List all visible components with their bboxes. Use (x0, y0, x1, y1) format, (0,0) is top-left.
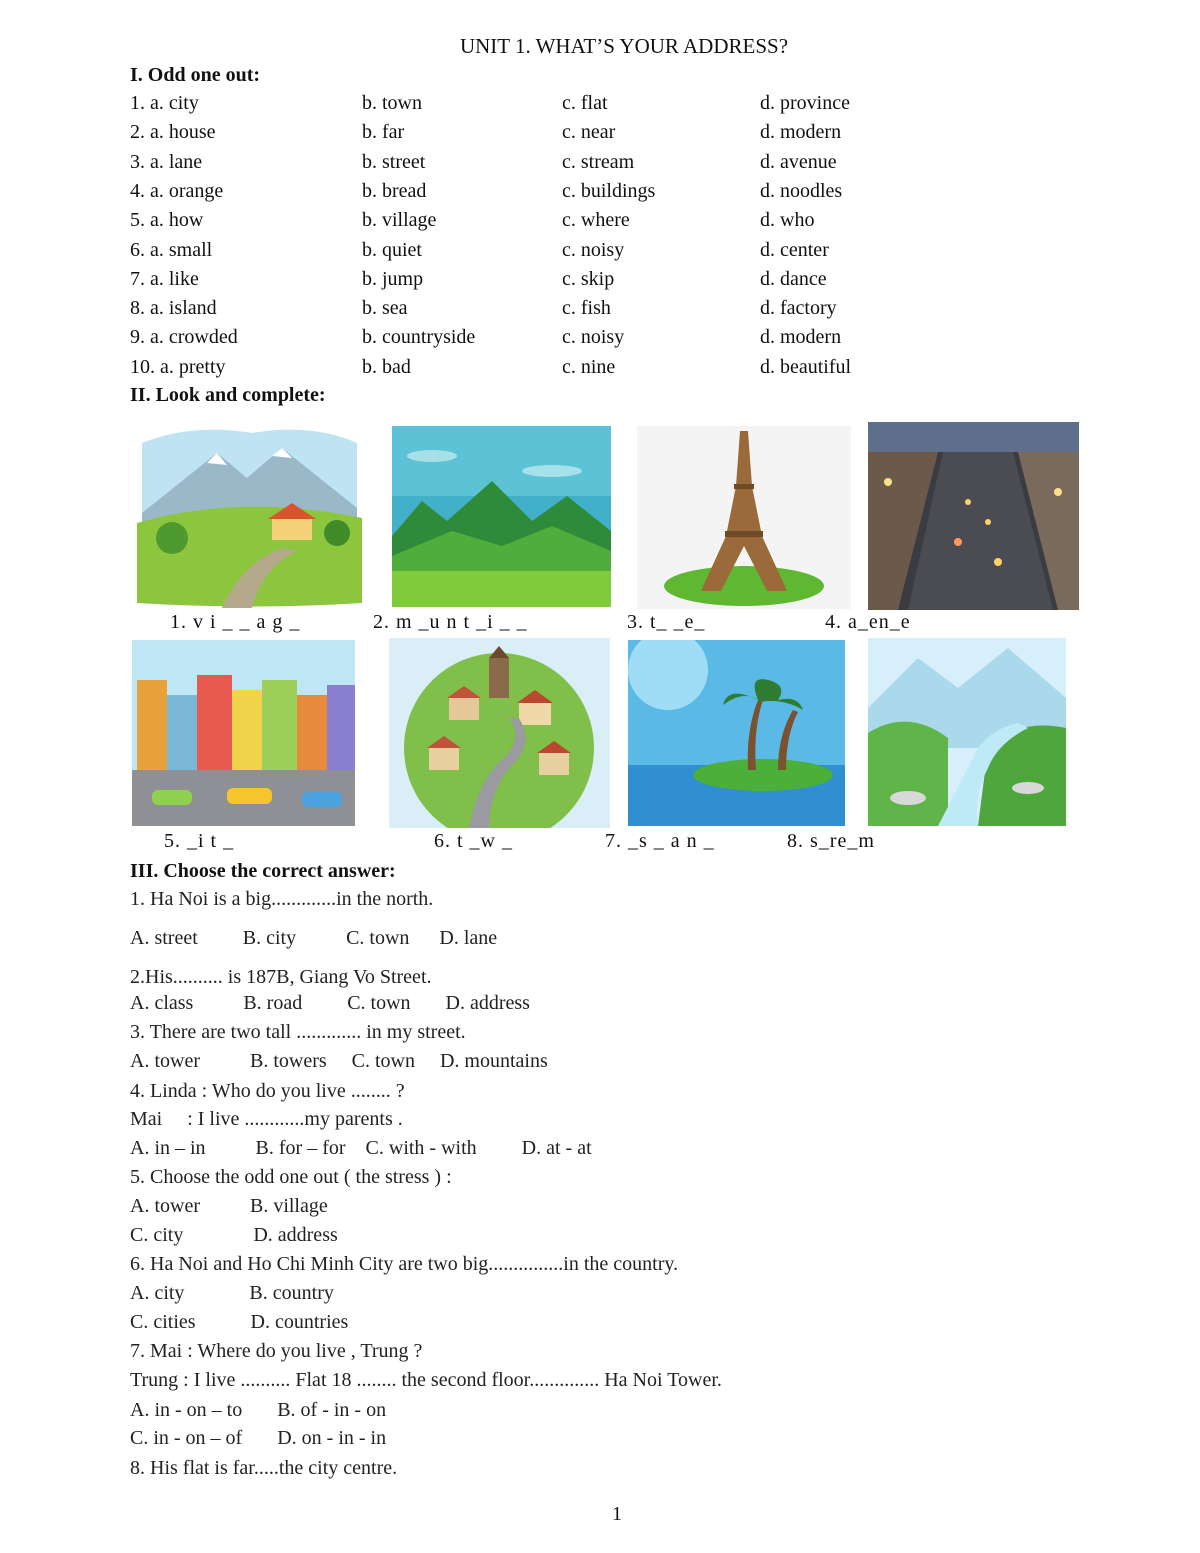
odd-one-out-option: d. avenue (760, 150, 837, 173)
question-line: C. in - on – of D. on - in - in (130, 1427, 387, 1449)
odd-one-out-option: b. bread (362, 179, 427, 202)
question-line: A. street B. city C. town D. lane (130, 927, 498, 949)
odd-one-out-row (0, 297, 1200, 326)
question-line: 3. There are two tall ............. in my street. (130, 1021, 466, 1043)
odd-one-out-option: c. noisy (562, 238, 625, 261)
picture-8-label: 8. s_re_m (787, 830, 875, 852)
question-line: A. in – in B. for – for C. with - with D. at - at (130, 1137, 592, 1159)
island-picture (628, 640, 845, 826)
odd-one-out-option: 5. a. how (130, 209, 204, 232)
odd-one-out-option: b. village (362, 209, 437, 232)
stream-picture (868, 638, 1066, 826)
odd-one-out-option: c. skip (562, 267, 615, 290)
question-line: 2.His.......... is 187B, Giang Vo Street. (130, 966, 432, 988)
odd-one-out-row (0, 268, 1200, 297)
odd-one-out-row (0, 356, 1200, 385)
odd-one-out-option: d. dance (760, 267, 827, 290)
mountain-picture (392, 426, 611, 607)
odd-one-out-option: b. jump (362, 267, 424, 290)
odd-one-out-option: c. nine (562, 355, 616, 378)
picture-4-label: 4. a_en_e (825, 611, 911, 633)
city-picture (132, 640, 355, 826)
picture-5-label: 5. _i t _ (164, 830, 235, 852)
odd-one-out-option: b. sea (362, 297, 408, 320)
odd-one-out-option: 4. a. orange (130, 179, 224, 202)
odd-one-out-row (0, 180, 1200, 209)
question-line: A. in - on – to B. of - in - on (130, 1399, 387, 1421)
section-1-heading: I. Odd one out: (130, 64, 261, 86)
odd-one-out-row (0, 209, 1200, 238)
picture-7-label: 7. _s _ a n _ (605, 830, 715, 852)
odd-one-out-option: d. who (760, 209, 815, 232)
worksheet-title: UNIT 1. WHAT’S YOUR ADDRESS? (459, 34, 789, 58)
odd-one-out-option: d. center (760, 238, 829, 261)
odd-one-out-row (0, 121, 1200, 150)
odd-one-out-row (0, 326, 1200, 355)
odd-one-out-option: c. near (562, 121, 616, 144)
question-line: C. city D. address (130, 1224, 338, 1246)
odd-one-out-option: d. province (760, 92, 850, 114)
odd-one-out-option: 7. a. like (130, 267, 199, 290)
question-line: A. tower B. village (130, 1195, 328, 1217)
odd-one-out-option: b. far (362, 121, 405, 144)
odd-one-out-option: d. modern (760, 326, 842, 349)
odd-one-out-option: d. noodles (760, 179, 843, 202)
question-line: 7. Mai : Where do you live , Trung ? (130, 1340, 423, 1362)
odd-one-out-option: b. town (362, 92, 422, 114)
odd-one-out-row (0, 239, 1200, 268)
question-line: A. class B. road C. town D. address (130, 992, 530, 1014)
odd-one-out-option: d. beautiful (760, 355, 852, 378)
section-2-heading: II. Look and complete: (130, 384, 326, 406)
picture-1-label: 1. v i _ _ a g _ (170, 611, 301, 633)
picture-3-label: 3. t_ _e_ (627, 611, 706, 633)
odd-one-out-row (0, 92, 1200, 121)
odd-one-out-option: c. flat (562, 92, 608, 114)
town-picture (389, 638, 610, 828)
odd-one-out-option: c. noisy (562, 326, 625, 349)
question-line: 6. Ha Noi and Ho Chi Minh City are two big...............in the country. (130, 1253, 679, 1275)
page-number: 1 (612, 1503, 622, 1525)
picture-6-label: 6. t _w _ (434, 830, 513, 852)
question-line: Trung : I live .......... Flat 18 ........ the second floor.............. Ha Noi Tower. (130, 1369, 722, 1391)
question-line: A. city B. country (130, 1282, 334, 1304)
odd-one-out-option: d. modern (760, 121, 842, 144)
odd-one-out-option: 6. a. small (130, 238, 213, 261)
question-line: 8. His flat is far.....the city centre. (130, 1457, 398, 1479)
village-picture (132, 423, 364, 610)
odd-one-out-option: 1. a. city (130, 92, 199, 114)
question-line: A. tower B. towers C. town D. mountains (130, 1050, 548, 1072)
avenue-picture (868, 422, 1079, 610)
odd-one-out-option: 2. a. house (130, 121, 216, 144)
odd-one-out-option: b. countryside (362, 326, 476, 349)
section-3-heading: III. Choose the correct answer: (130, 860, 396, 882)
odd-one-out-option: 3. a. lane (130, 150, 203, 173)
odd-one-out-option: 8. a. island (130, 297, 217, 320)
question-line: Mai : I live ............my parents . (130, 1108, 403, 1130)
odd-one-out-option: d. factory (760, 297, 837, 320)
odd-one-out-row (0, 151, 1200, 180)
tower-picture (637, 426, 851, 609)
odd-one-out-option: c. where (562, 209, 630, 232)
odd-one-out-option: c. stream (562, 150, 635, 173)
question-line: 4. Linda : Who do you live ........ ? (130, 1080, 405, 1102)
odd-one-out-option: b. quiet (362, 238, 422, 261)
odd-one-out-option: b. bad (362, 355, 411, 378)
odd-one-out-option: 10. a. pretty (130, 355, 226, 378)
odd-one-out-option: c. fish (562, 297, 611, 320)
question-line: 1. Ha Noi is a big.............in the north. (130, 888, 434, 910)
odd-one-out-option: 9. a. crowded (130, 326, 238, 349)
question-line: C. cities D. countries (130, 1311, 349, 1333)
odd-one-out-option: c. buildings (562, 179, 656, 202)
question-line: 5. Choose the odd one out ( the stress ) : (130, 1166, 452, 1188)
picture-2-label: 2. m _u n t _i _ _ (373, 611, 528, 633)
odd-one-out-option: b. street (362, 150, 426, 173)
